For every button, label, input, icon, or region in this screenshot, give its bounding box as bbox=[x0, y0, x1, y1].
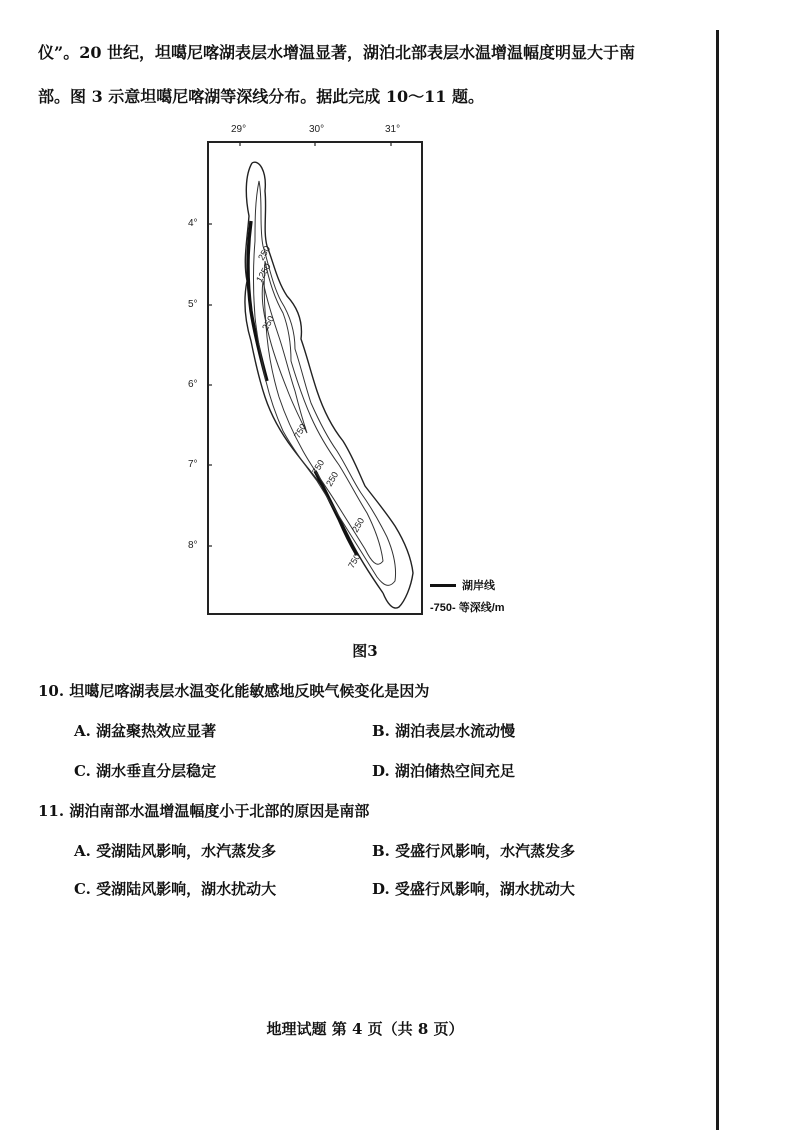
legend-shoreline-label: 湖岸线 bbox=[462, 580, 495, 592]
legend-contour-label: -750- 等深线/m bbox=[430, 602, 505, 614]
legend-shoreline bbox=[430, 574, 505, 596]
contour-750 bbox=[264, 261, 383, 564]
shoreline-west-south bbox=[315, 471, 357, 555]
contour-1250 bbox=[262, 281, 307, 433]
intro-line-2: 部。图 3 示意坦噶尼喀湖等深线分布。据此完成 10～11 题。 bbox=[38, 87, 484, 106]
depth-label: 250 bbox=[256, 243, 273, 262]
longitude-label-31: 31° bbox=[385, 124, 401, 135]
question-11-option-c[interactable]: C. 受湖陆风影响，湖水扰动大 bbox=[74, 880, 277, 898]
question-10-option-c[interactable]: C. 湖水垂直分层稳定 bbox=[74, 762, 217, 780]
depth-label: 250 bbox=[324, 469, 341, 488]
depth-label: 250 bbox=[260, 313, 277, 332]
question-10-stem: 10. 坦噶尼喀湖表层水温变化能敏感地反映气候变化是因为 bbox=[38, 682, 430, 700]
latitude-label-8: 8° bbox=[188, 540, 198, 551]
depth-label: 250 bbox=[350, 515, 367, 534]
legend-contour bbox=[430, 596, 505, 618]
longitude-label-29: 29° bbox=[231, 124, 247, 135]
page-footer: 地理试题 第 4 页（共 8 页） bbox=[266, 1020, 464, 1038]
depth-label: 750 bbox=[310, 457, 327, 476]
question-11-option-b[interactable]: B. 受盛行风影响，水汽蒸发多 bbox=[372, 842, 576, 860]
latitude-label-6: 6° bbox=[188, 379, 198, 390]
intro-paragraph bbox=[38, 42, 678, 130]
question-11-stem: 11. 湖泊南部水温增温幅度小于北部的原因是南部 bbox=[38, 802, 370, 820]
depth-label: 750 bbox=[346, 551, 363, 570]
question-11-option-d[interactable]: D. 受盛行风影响，湖水扰动大 bbox=[372, 880, 575, 898]
depth-label: 1250 bbox=[254, 261, 273, 284]
latitude-label-4: 4° bbox=[188, 218, 198, 229]
latitude-label-5: 5° bbox=[188, 299, 198, 310]
question-10-option-d[interactable]: D. 湖泊储热空间充足 bbox=[372, 762, 515, 780]
question-10-option-a[interactable]: A. 湖盆聚热效应显著 bbox=[74, 722, 217, 740]
depth-label: 750 bbox=[292, 421, 309, 440]
shoreline-swatch bbox=[430, 584, 456, 587]
map-legend bbox=[430, 574, 505, 618]
question-11-option-a[interactable]: A. 受湖陆风影响，水汽蒸发多 bbox=[74, 842, 277, 860]
intro-line-1: 仪”。20 世纪，坦噶尼喀湖表层水增温显著，湖泊北部表层水温增温幅度明显大于南 bbox=[38, 43, 636, 62]
margin-rule bbox=[716, 30, 719, 1130]
question-10-option-b[interactable]: B. 湖泊表层水流动慢 bbox=[372, 722, 516, 740]
latitude-label-7: 7° bbox=[188, 459, 198, 470]
longitude-label-30: 30° bbox=[309, 124, 325, 135]
figure-caption: 图3 bbox=[352, 642, 378, 660]
lake-bathymetry-map bbox=[207, 141, 423, 615]
